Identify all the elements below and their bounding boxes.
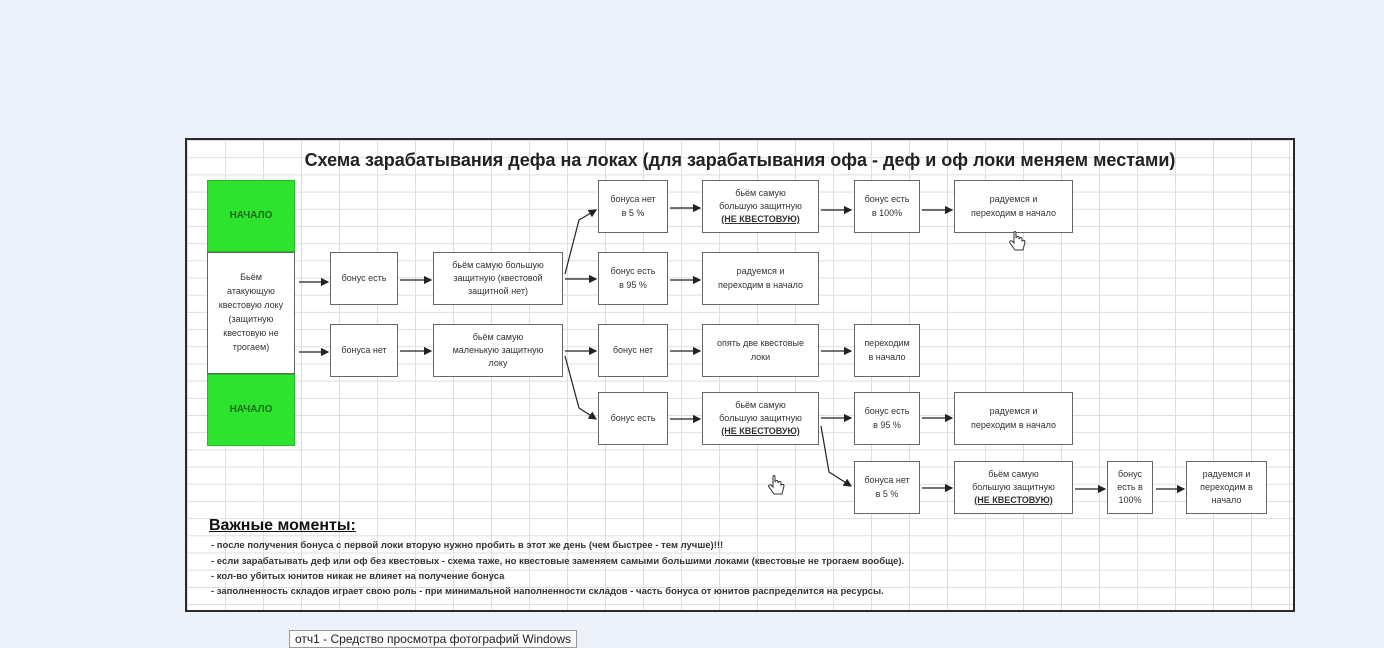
top-hit-biggest-box: бьём самую большую защитную (НЕ КВЕСТОВУЮ) xyxy=(702,180,819,233)
start-box-bottom: НАЧАЛО xyxy=(207,374,295,446)
bottom-bonus-no-5-box: бонуса нет в 5 % xyxy=(854,461,920,514)
hand-cursor-icon-2 xyxy=(767,475,787,497)
bottom-hit-biggest-box: бьём самую большую защитную (НЕ КВЕСТОВУЮ) xyxy=(954,461,1073,514)
mid-bonus-95-box: бонус есть в 95 % xyxy=(598,252,668,305)
note-item: - заполненность складов играет свою роль - при минимальной наполненности складов - часть бонуса от юнитов распределится на ресурсы. xyxy=(211,586,884,597)
branch-bonus-yes-box: бонус есть xyxy=(598,392,668,445)
bonus-no-box: бонуса нет xyxy=(330,324,398,377)
bonus-yes-box: бонус есть xyxy=(330,252,398,305)
low-rejoice-box: радуемся и переходим в начало xyxy=(954,392,1073,445)
note-item: - кол-во убитых юнитов никак не влияет на получение бонуса xyxy=(211,571,505,582)
note-item: - после получения бонуса с первой локи вторую нужно пробить в этот же день (чем быстрее - тем лучше)!!! xyxy=(211,540,724,551)
low-hit-biggest-box: бьём самую большую защитную (НЕ КВЕСТОВУЮ) xyxy=(702,392,819,445)
photo-viewer-caption: отч1 - Средство просмотра фотографий Windows xyxy=(289,630,577,648)
diagram-title: Схема зарабатывания дефа на локах (для зарабатывания офа - деф и оф локи меняем местами) xyxy=(304,150,1176,170)
diagram-image xyxy=(185,138,1295,612)
low-bonus-95-box: бонус есть в 95 % xyxy=(854,392,920,445)
top-bonus-no-5-box: бонуса нет в 5 % xyxy=(598,180,668,233)
mid-rejoice-box: радуемся и переходим в начало xyxy=(702,252,819,305)
top-rejoice-box: радуемся и переходим в начало xyxy=(954,180,1073,233)
hit-biggest-quest-box: бьём самую большую защитную (квестовой защитной нет) xyxy=(433,252,563,305)
bottom-bonus-100-box: бонус есть в 100% xyxy=(1107,461,1153,514)
start-box-top: НАЧАЛО xyxy=(207,180,295,252)
bottom-rejoice-box: радуемся и переходим в начало xyxy=(1186,461,1267,514)
branch-go-start-box: переходим в начало xyxy=(854,324,920,377)
note-item: - если зарабатывать деф или оф без квестовых - схема таже, но квестовые заменяем самыми большими локами (квестовые не трогаем вообще). xyxy=(211,556,905,567)
branch-two-quest-box: опять две квестовые локи xyxy=(702,324,819,377)
branch-bonus-no-box: бонус нет xyxy=(598,324,668,377)
step-attack-quest-loc: Бьём атакующую квестовую локу (защитную квестовую не трогаем) xyxy=(207,252,295,374)
notes-heading: Важные моменты: xyxy=(209,517,356,534)
top-bonus-100-box: бонус есть в 100% xyxy=(854,180,920,233)
hit-smallest-box: бьём самую маленькую защитную локу xyxy=(433,324,563,377)
hand-cursor-icon xyxy=(1008,231,1028,253)
